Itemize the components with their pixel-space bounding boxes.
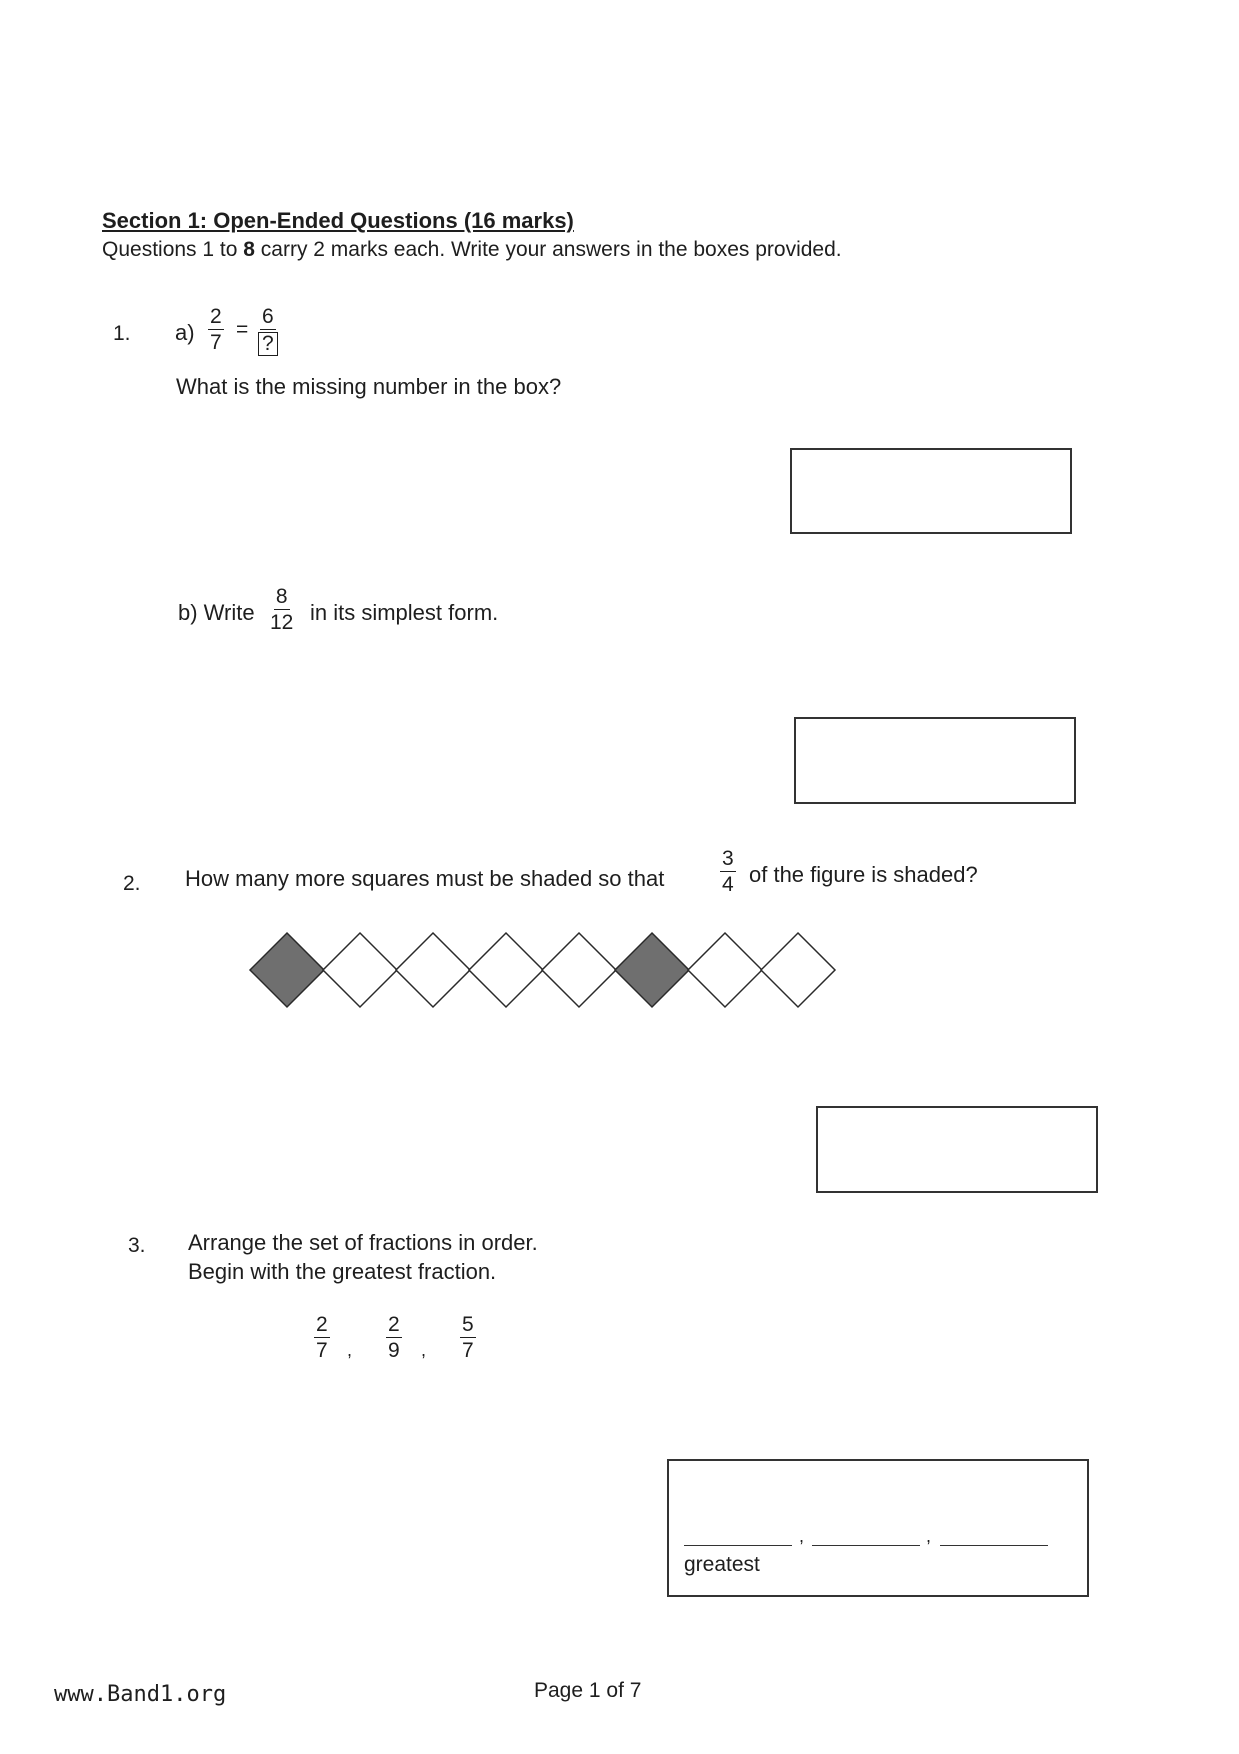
fraction-numerator: 2 <box>388 1313 400 1336</box>
question-3-line1: Arrange the set of fractions in order. <box>188 1230 538 1255</box>
answer-box-2[interactable] <box>816 1106 1098 1193</box>
answer-blank-2[interactable] <box>812 1545 920 1546</box>
question-2-text-before: How many more squares must be shaded so that <box>185 866 665 891</box>
fraction-numerator: 5 <box>462 1313 474 1336</box>
fraction-3-4 <box>720 848 736 895</box>
diamond-figure <box>240 925 850 1015</box>
instructions-part1: Questions 1 to <box>102 238 244 261</box>
question-1b-text-after: in its simplest form. <box>310 600 499 625</box>
question-3-line2: Begin with the greatest fraction. <box>188 1259 497 1284</box>
fraction-8-12 <box>270 586 293 633</box>
unshaded-square <box>396 933 470 1007</box>
question-2-text-after: of the figure is shaded? <box>749 862 978 887</box>
question-1a-label: a) <box>175 320 195 345</box>
unshaded-square <box>761 933 835 1007</box>
instructions-part2: carry 2 marks each. Write your answers in the boxes provided. <box>254 238 842 261</box>
section-title: Section 1: Open-Ended Questions (16 marks) <box>102 208 574 233</box>
separator: , <box>926 1526 932 1546</box>
fraction-denominator: 4 <box>722 873 734 896</box>
separator: , <box>421 1340 427 1360</box>
equals-sign: = <box>236 318 249 341</box>
fraction-2-9-q3 <box>386 1314 402 1361</box>
fraction-denominator: 7 <box>316 1339 328 1362</box>
answer-blank-1[interactable] <box>684 1545 792 1546</box>
section-instructions <box>102 238 842 262</box>
fraction-2-7-q3 <box>314 1314 330 1361</box>
missing-number-box: ? <box>258 332 278 356</box>
fraction-numerator: 8 <box>275 585 288 608</box>
answer-box-1a[interactable] <box>790 448 1072 534</box>
greatest-label: greatest <box>684 1553 760 1576</box>
fraction-denominator: 9 <box>388 1339 400 1362</box>
unshaded-square <box>542 933 616 1007</box>
fraction-denominator: 7 <box>462 1339 474 1362</box>
separator: , <box>799 1526 805 1546</box>
instructions-bold: 8 <box>243 238 255 261</box>
question-1b-text-before: b) Write <box>178 600 255 625</box>
unshaded-square <box>323 933 397 1007</box>
question-3-number: 3. <box>128 1234 146 1257</box>
page-number: Page 1 of 7 <box>534 1679 642 1702</box>
fraction-5-7-q3 <box>460 1314 476 1361</box>
answer-box-1b[interactable] <box>794 717 1076 804</box>
fraction-numerator: 2 <box>316 1313 328 1336</box>
unshaded-square <box>469 933 543 1007</box>
shaded-square <box>615 933 689 1007</box>
fraction-numerator: 3 <box>722 847 734 870</box>
website-watermark: www.Band1.org <box>54 1682 227 1707</box>
fraction-6-missing <box>258 306 278 356</box>
question-1a-text: What is the missing number in the box? <box>176 374 562 399</box>
question-1-number: 1. <box>113 322 131 345</box>
fraction-2-7 <box>208 306 224 353</box>
fraction-numerator: 2 <box>210 305 222 328</box>
shaded-square <box>250 933 324 1007</box>
question-2-number: 2. <box>123 872 141 895</box>
fraction-denominator: 7 <box>210 331 222 354</box>
separator: , <box>347 1340 353 1360</box>
answer-blank-3[interactable] <box>940 1545 1048 1546</box>
unshaded-square <box>688 933 762 1007</box>
fraction-denominator: 12 <box>270 611 294 634</box>
fraction-numerator: 6 <box>262 305 274 328</box>
